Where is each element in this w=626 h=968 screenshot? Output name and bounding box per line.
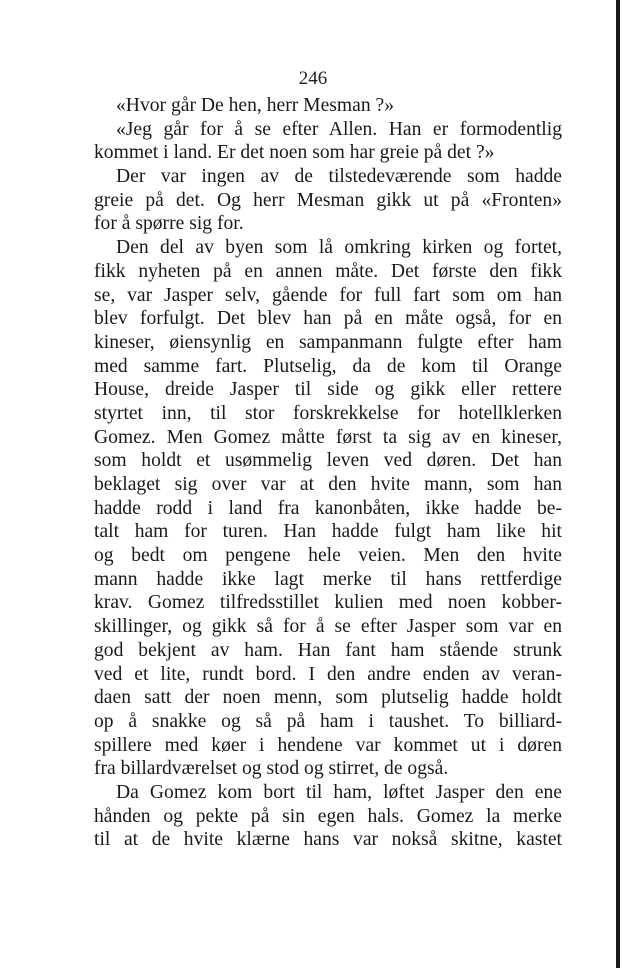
text-line: styrtet inn, til stor forskrekkelse for hotellklerken	[94, 402, 562, 424]
text-line: blev forfulgt. Det blev han på en måte også, for en	[94, 308, 562, 330]
text-line: spillere med køer i hendene var kommet ut i døren	[94, 734, 562, 756]
text-line: krav. Gomez tilfredsstillet kulien med noen kobber-	[94, 592, 562, 614]
text-line: «Hvor går De hen, herr Mesman ?»	[116, 95, 395, 116]
text-line: mann hadde ikke lagt merke til hans rettferdige	[94, 568, 562, 590]
text-line: kommet i land. Er det noen som har greie på det ?»	[94, 142, 495, 164]
text-line: med samme fart. Plutselig, da de kom til Orange	[94, 355, 562, 377]
text-line: op å snakke og så på ham i taushet. To billiard-	[94, 710, 562, 732]
text-line: og bedt om pengene hele veien. Men den hvite	[94, 545, 562, 567]
text-line: som holdt et usømmelig leven ved døren. Det han	[94, 450, 562, 472]
text-line: ved et lite, rundt bord. I den andre enden av veran-	[94, 663, 562, 685]
text-line: kineser, øiensynlig en sampanmann fulgte efter ham	[94, 331, 562, 353]
text-line: skillinger, og gikk så for å se efter Jasper som var en	[94, 616, 562, 638]
text-line: Der var ingen av de tilstedeværende som hadde	[116, 166, 562, 188]
text-line: til at de hvite klærne hans var nokså skitne, kastet	[94, 829, 562, 851]
text-line: talt ham for turen. Han hadde fulgt ham like hit	[94, 521, 562, 543]
text-line: House, dreide Jasper til side og gikk eller rettere	[94, 379, 562, 401]
text-line: Gomez. Men Gomez måtte først ta sig av en kineser,	[94, 426, 562, 448]
text-line: se, var Jasper selv, gående for full fart som om han	[94, 284, 562, 306]
text-line: beklaget sig over var at den hvite mann, som han	[94, 474, 562, 495]
text-line: greie på det. Og herr Mesman gikk ut på «Fronten»	[94, 189, 562, 211]
text-line: fra billardværelset og stod og stirret, de også.	[94, 758, 449, 780]
text-line: Da Gomez kom bort til ham, løftet Jasper den ene	[116, 781, 562, 803]
page-number: 246	[298, 68, 328, 89]
text-line: for å spørre sig for.	[94, 213, 244, 235]
text-line: daen satt der noen menn, som plutselig hadde holdt	[94, 687, 562, 709]
text-line: fikk nyheten på en annen måte. Det første den fikk	[94, 260, 562, 282]
text-line: «Jeg går for å se efter Allen. Han er formodentlig	[116, 118, 562, 140]
text-line: Den del av byen som lå omkring kirken og fortet,	[116, 237, 562, 259]
page-edge	[616, 0, 620, 968]
text-line: god bekjent av ham. Han fant ham stående strunk	[94, 639, 562, 661]
text-line: hånden og pekte på sin egen hals. Gomez la merke	[94, 805, 562, 827]
body-text	[94, 94, 562, 852]
text-line: hadde rodd i land fra kanonbåten, ikke hadde be-	[94, 497, 562, 519]
